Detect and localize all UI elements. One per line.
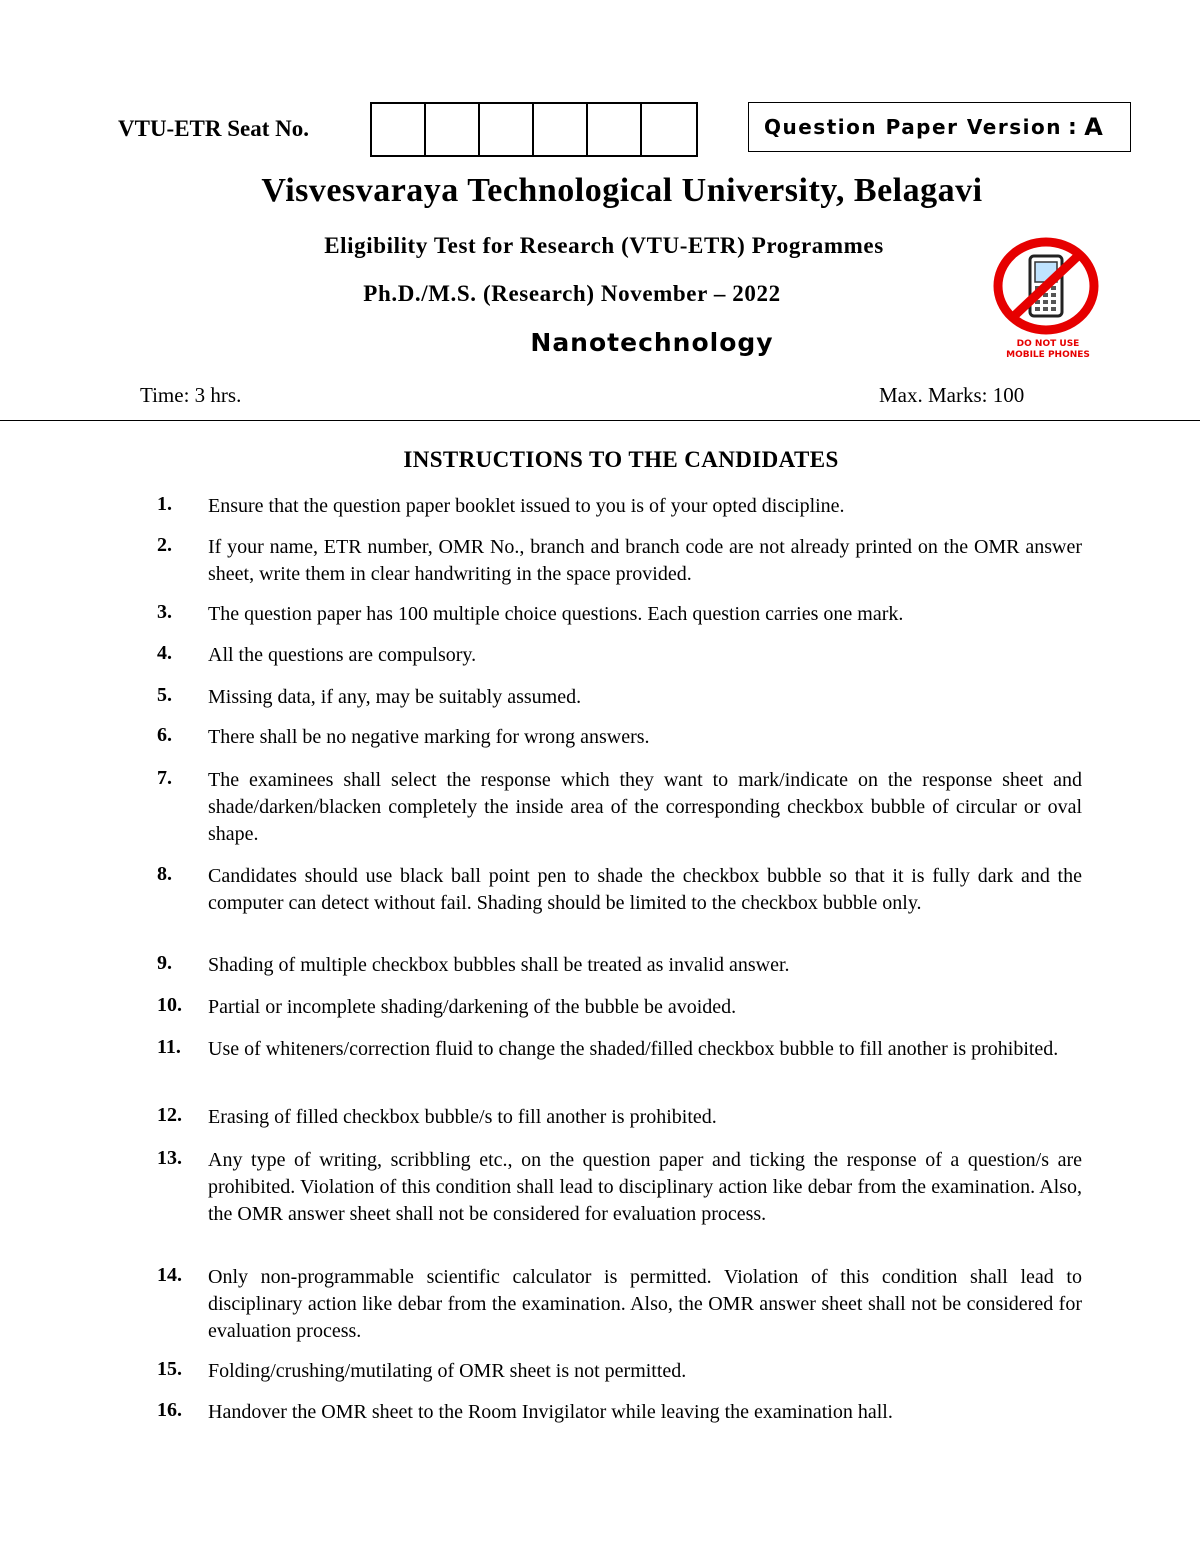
phone-notice-line1: DO NOT USE [1016, 339, 1080, 349]
exam-time: Time: 3 hrs. [140, 383, 242, 407]
seat-digit-box[interactable] [480, 104, 534, 155]
exam-subtitle: Eligibility Test for Research (VTU-ETR) Programmes [324, 233, 884, 258]
phone-notice-line2: MOBILE PHONES [1006, 350, 1090, 360]
seat-digit-box[interactable] [588, 104, 642, 155]
seat-digit-box[interactable] [426, 104, 480, 155]
max-marks: Max. Marks: 100 [879, 383, 1025, 407]
version-value: A [1084, 113, 1105, 141]
seat-number-label: VTU-ETR Seat No. [118, 116, 310, 141]
subject-name: Nanotechnology [530, 328, 774, 357]
seat-digit-box[interactable] [642, 104, 696, 155]
university-name: Visvesvaraya Technological University, Belagavi [261, 172, 983, 209]
question-paper-version-box [748, 102, 1131, 152]
version-label: Question Paper Version [764, 115, 1062, 139]
no-mobile-phone-icon [990, 236, 1102, 336]
exam-session: Ph.D./M.S. (Research) November – 2022 [363, 281, 781, 306]
seat-number-boxes[interactable] [370, 102, 698, 157]
version-separator: : [1067, 114, 1079, 140]
header-divider [0, 420, 1200, 421]
seat-digit-box[interactable] [372, 104, 426, 155]
phone-notice-caption [1000, 339, 1096, 361]
seat-digit-box[interactable] [534, 104, 588, 155]
instructions-title: INSTRUCTIONS TO THE CANDIDATES [403, 447, 839, 472]
